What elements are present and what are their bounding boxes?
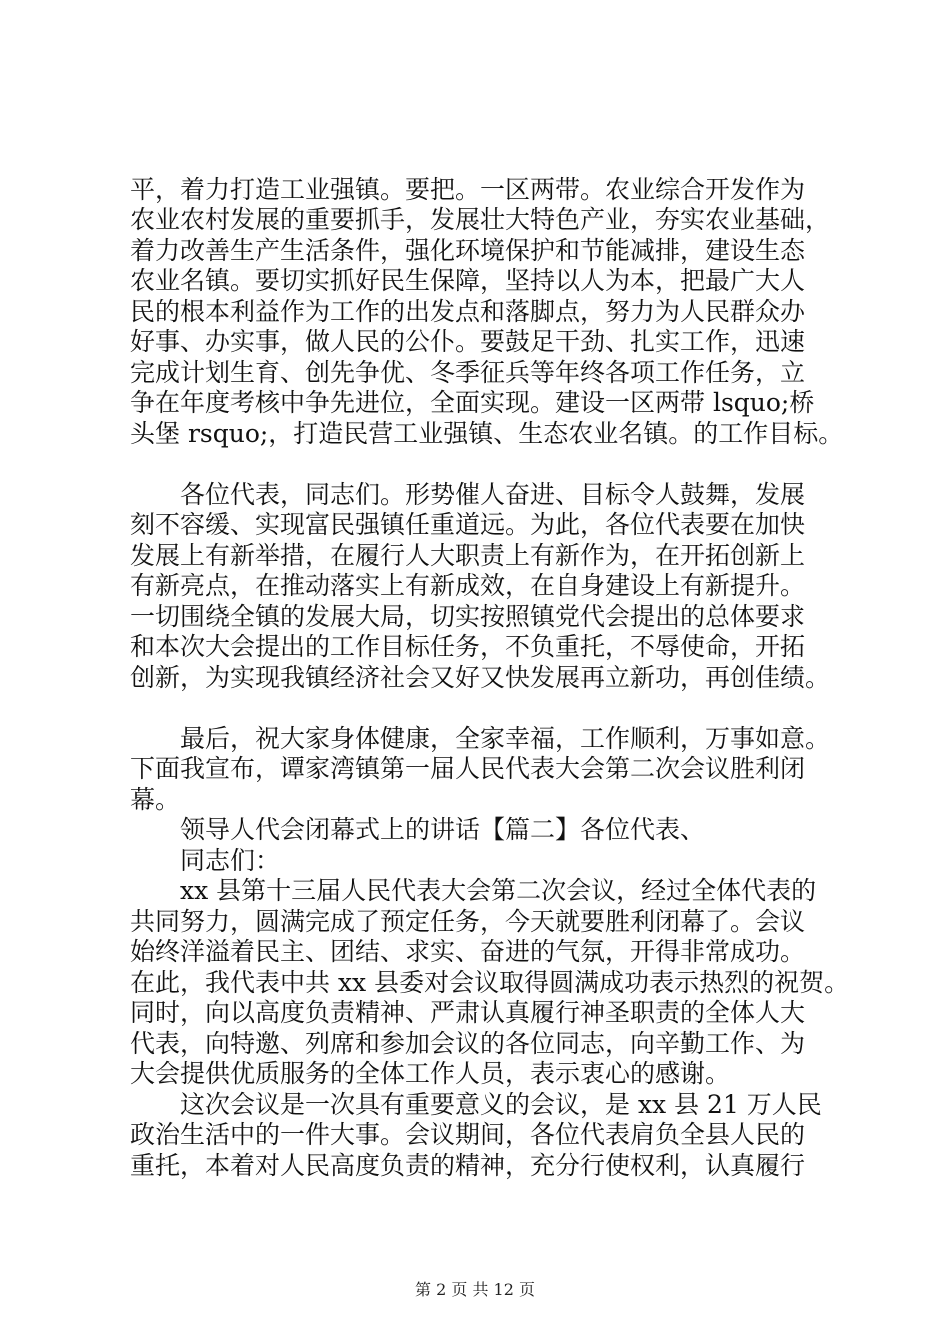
body-text-line: 政治生活中的一件大事。会议期间，各位代表肩负全县人民的 (130, 1120, 806, 1149)
body-text-line: 创新，为实现我镇经济社会又好又快发展再立新功，再创佳绩。 (130, 663, 831, 692)
body-text-line: 平，着力打造工业强镇。要把。一区两带。农业综合开发作为 (130, 175, 806, 204)
body-text-line: 代表，向特邀、列席和参加会议的各位同志，向辛勤工作、为 (130, 1029, 806, 1058)
body-text-line: 和本次大会提出的工作目标任务，不负重托，不辱使命，开拓 (130, 632, 806, 661)
body-text-line: xx 县第十三届人民代表大会第二次会议，经过全体代表的 (180, 876, 817, 905)
body-text-line: 各位代表，同志们。形势催人奋进、目标令人鼓舞，发展 (180, 480, 806, 509)
body-text-line: 发展上有新举措，在履行人大职责上有新作为，在开拓创新上 (130, 541, 806, 570)
body-text-line: 农业名镇。要切实抓好民生保障，坚持以人为本，把最广大人 (130, 266, 806, 295)
body-text-line: 民的根本利益作为工作的出发点和落脚点，努力为人民群众办 (130, 297, 806, 326)
body-text-line: 头堡 rsquo;，打造民营工业强镇、生态农业名镇。的工作目标。 (130, 419, 844, 448)
salutation: 同志们： (180, 846, 281, 875)
body-text-line: 有新亮点，在推动落实上有新成效，在自身建设上有新提升。 (130, 571, 806, 600)
body-text-line: 刻不容缓、实现富民强镇任重道远。为此，各位代表要在加快 (130, 510, 806, 539)
body-text-line: 幕。 (130, 785, 181, 814)
body-text-line: 同时，向以高度负责精神、严肃认真履行神圣职责的全体人大 (130, 998, 806, 1027)
body-text-line: 一切围绕全镇的发展大局，切实按照镇党代会提出的总体要求 (130, 602, 806, 631)
body-text-line: 完成计划生育、创先争优、冬季征兵等年终各项工作任务，立 (130, 358, 806, 387)
page-number-footer: 第 2 页 共 12 页 (415, 1280, 535, 1299)
section-heading: 领导人代会闭幕式上的讲话【篇二】各位代表、 (180, 815, 706, 844)
body-text-line: 农业农村发展的重要抓手，发展壮大特色产业，夯实农业基础， (130, 205, 831, 234)
body-text-line: 在此，我代表中共 xx 县委对会议取得圆满成功表示热烈的祝贺。 (130, 968, 850, 997)
body-text-line: 好事、办实事，做人民的公仆。要鼓足干劲、扎实工作，迅速 (130, 327, 806, 356)
body-text-line: 始终洋溢着民主、团结、求实、奋进的气氛，开得非常成功。 (130, 937, 806, 966)
body-text-line: 这次会议是一次具有重要意义的会议，是 xx 县 21 万人民 (180, 1090, 822, 1119)
body-text-line: 下面我宣布，谭家湾镇第一届人民代表大会第二次会议胜利闭 (130, 754, 806, 783)
body-text-line: 着力改善生产生活条件，强化环境保护和节能减排，建设生态 (130, 236, 806, 265)
body-text-line: 共同努力，圆满完成了预定任务，今天就要胜利闭幕了。会议 (130, 907, 806, 936)
body-text-line: 争在年度考核中争先进位，全面实现。建设一区两带 lsquo;桥 (130, 388, 815, 417)
body-text-line: 最后，祝大家身体健康，全家幸福，工作顺利，万事如意。 (180, 724, 831, 753)
body-text-line: 重托，本着对人民高度负责的精神，充分行使权利，认真履行 (130, 1151, 806, 1180)
body-text-line: 大会提供优质服务的全体工作人员，表示衷心的感谢。 (130, 1059, 731, 1088)
